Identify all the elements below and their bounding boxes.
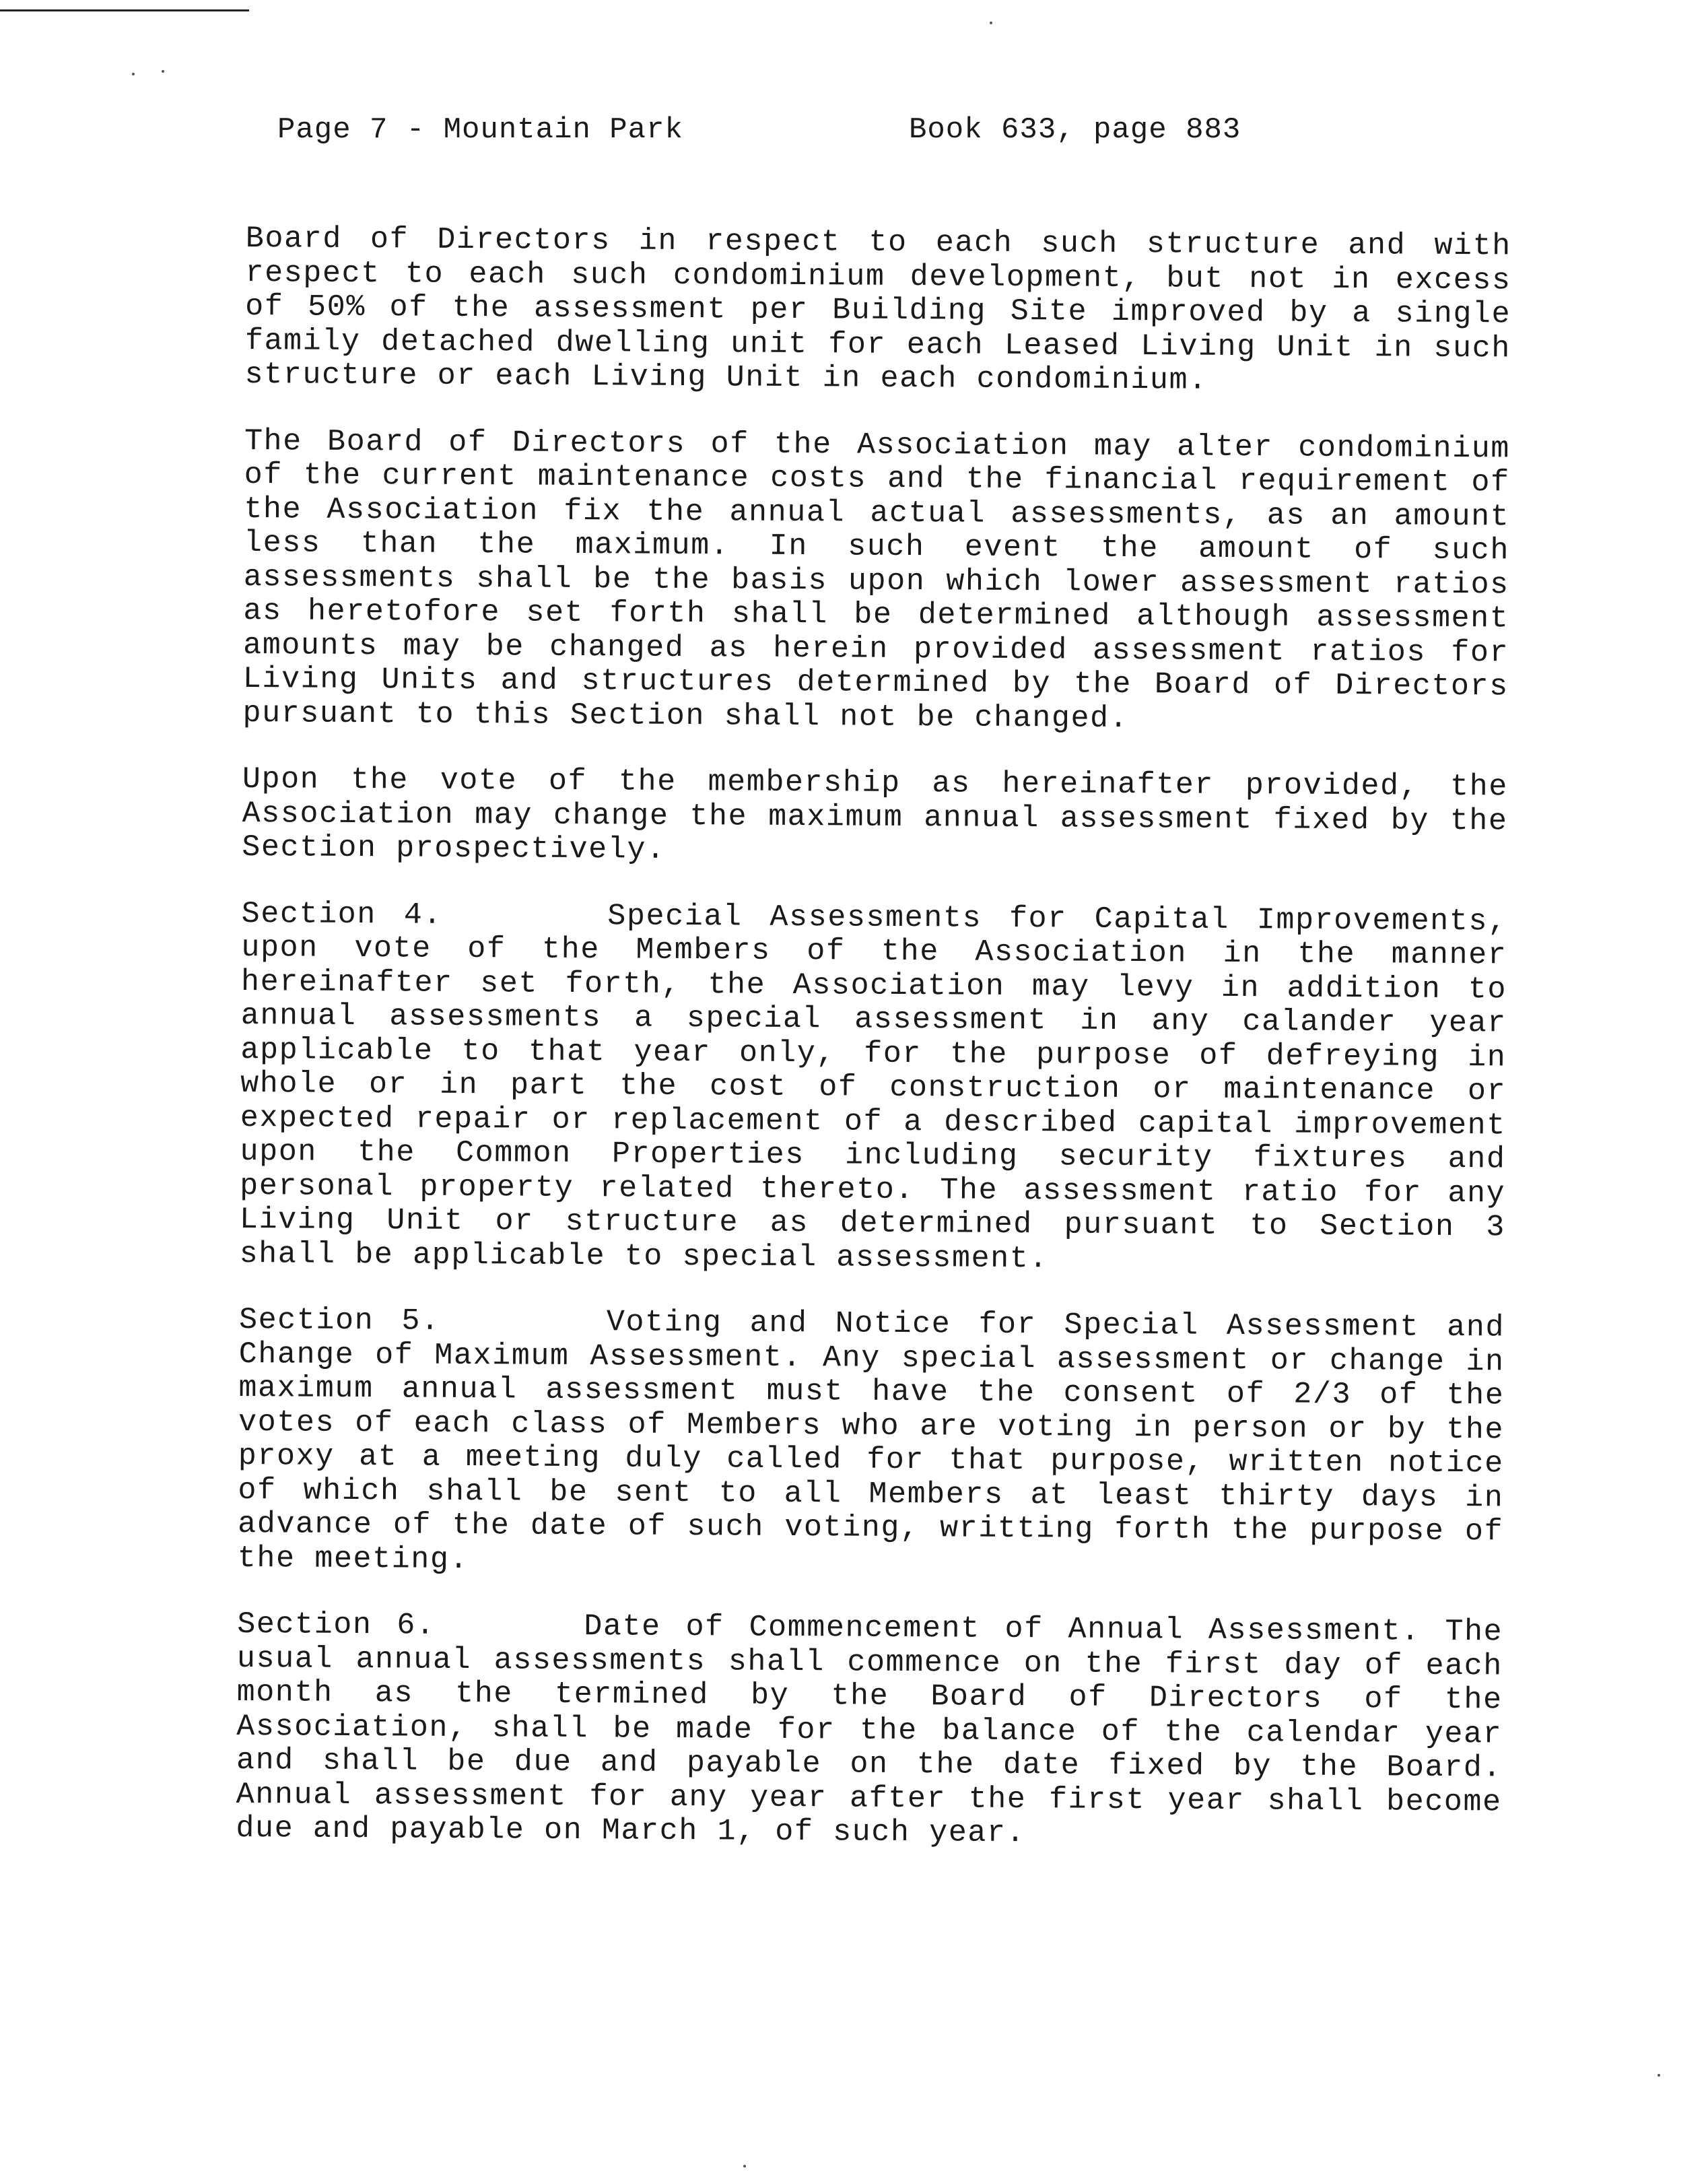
section-text: Date of Commencement of Annual Assessment. The usual annual assessments shall commence on the first day of each month as the termined by the Board of Directors of the Association, shall be made for the balance of the calendar year and shall be due and payable on the date fixed by the Board. Annual assessment for any year after the first year shall become due and payable on March 1, of such year. — [236, 1609, 1503, 1851]
section-number: Section 6. — [237, 1607, 436, 1643]
section-number: Section 5. — [238, 1302, 440, 1339]
scan-speck — [162, 70, 164, 73]
scan-edge-line — [0, 9, 249, 11]
section-text: Voting and Notice for Special Assessment and Change of Maximum Assessment. Any special assessment or change in maximum annual assessment must have the consent of 2/3 of the votes of each class of Members who are voting in person or by the proxy at a meeting duly called for that purpose, written notice of which shall be sent to all Members at least thirty days in advance of the date of such voting, writting forth the purpose of the meeting. — [237, 1305, 1505, 1577]
paragraph: Board of Directors in respect to each such structure and with respect to each such condominium development, but not in excess of 50% of the assessment per Building Site improved by a single family detached dwelling unit for each Leased Living Unit in such structure or each Living Unit in each condominium. — [244, 222, 1511, 398]
scan-speck — [743, 2165, 746, 2168]
scan-speck — [1658, 2074, 1660, 2077]
page-header-left: Page 7 - Mountain Park — [277, 113, 683, 147]
document-body — [236, 222, 1511, 1886]
scan-speck — [132, 73, 135, 75]
section-number: Section 4. — [241, 896, 443, 933]
page-header-right: Book 633, page 883 — [909, 113, 1241, 147]
section-6 — [236, 1608, 1503, 1854]
paragraph: Upon the vote of the membership as hereinafter provided, the Association may change the maximum annual assessment fixed by the Section prospectively. — [242, 762, 1509, 867]
section-4 — [239, 897, 1507, 1279]
section-5 — [238, 1304, 1505, 1583]
paragraph: The Board of Directors of the Association may alter condominium of the current maintenance costs and the financial requirement of the Association fix the annual actual assessments, as an amount less than the maximum. In such event the amount of such assessments shall be the basis upon which lower assessment ratios as heretofore set forth shall be determined although assessment amounts may be changed as herein provided assessment ratios for Living Units and structures determined by the Board of Directors pursuant to this Section shall not be changed. — [242, 424, 1511, 736]
section-text: Special Assessments for Capital Improvements, upon vote of the Members of the Association in the manner hereinafter set forth, the Association may levy in addition to annual assessments a special assessment in any calander year applicable to that year only, for the purpose of defreying in whole or in part the cost of construction or maintenance or expected repair or replacement of a described capital improvement upon the Common Properties including security fixtures and personal property related thereto. The assessment ratio for any Living Unit or structure as determined pursuant to Section 3 shall be applicable to special assessment. — [239, 898, 1507, 1276]
scan-speck — [990, 22, 992, 24]
